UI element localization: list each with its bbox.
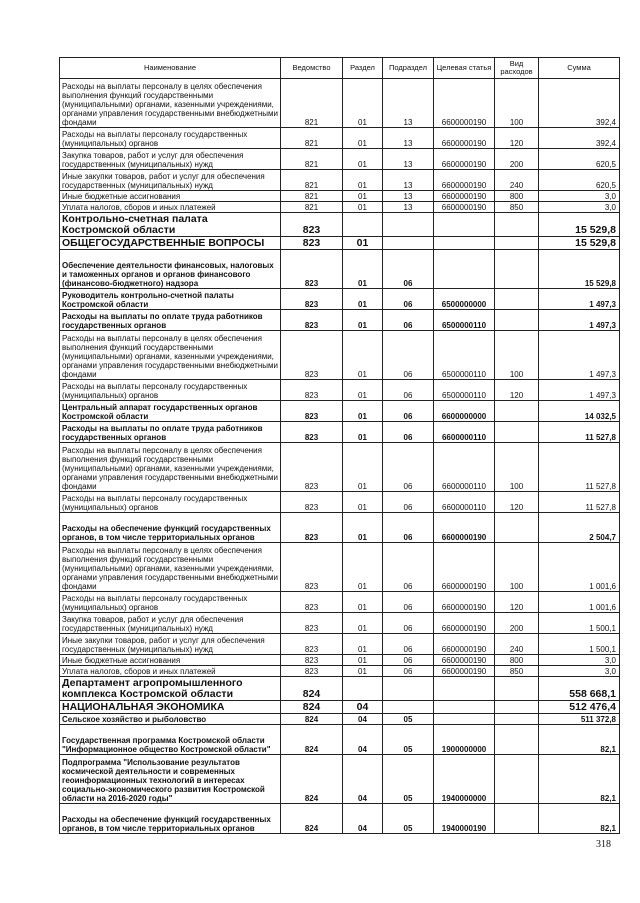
header-subsection: Подраздел xyxy=(383,58,434,79)
table-body xyxy=(60,79,620,834)
row-expense-type: 850 xyxy=(495,666,539,677)
table-row xyxy=(60,592,620,613)
row-subsection: 06 xyxy=(383,443,434,492)
row-department: 824 xyxy=(281,725,343,755)
row-target-article: 6600000190 xyxy=(434,149,495,170)
budget-sheet xyxy=(59,57,619,834)
row-subsection: 05 xyxy=(383,755,434,804)
row-sum: 11 527,8 xyxy=(539,443,620,492)
row-expense-type: 100 xyxy=(495,79,539,128)
row-department: 824 xyxy=(281,755,343,804)
row-section: 01 xyxy=(343,543,383,592)
row-subsection: 13 xyxy=(383,202,434,213)
row-name: Иные бюджетные ассигнования xyxy=(60,655,281,666)
row-section: 01 xyxy=(343,310,383,331)
row-name: Закупка товаров, работ и услуг для обеспечения государственных (муниципальных) нужд xyxy=(60,613,281,634)
row-subsection: 06 xyxy=(383,380,434,401)
row-target-article: 6500000110 xyxy=(434,380,495,401)
row-subsection: 06 xyxy=(383,310,434,331)
table-row xyxy=(60,170,620,191)
table-row xyxy=(60,755,620,804)
row-section: 01 xyxy=(343,128,383,149)
row-department: 823 xyxy=(281,513,343,543)
row-name: Расходы на выплаты персоналу в целях обеспечения выполнения функций государственными (муниципальными) органами, казенными учреждениями, органами управления государственными внебюджетными фондами xyxy=(60,331,281,380)
row-subsection: 05 xyxy=(383,725,434,755)
row-expense-type xyxy=(495,310,539,331)
header-target-article: Целевая статья xyxy=(434,58,495,79)
row-sum: 11 527,8 xyxy=(539,422,620,443)
row-section: 01 xyxy=(343,592,383,613)
row-section: 01 xyxy=(343,492,383,513)
table-row xyxy=(60,202,620,213)
row-name: Департамент агропромышленного комплекса Костромской области xyxy=(60,677,281,701)
row-name: Иные бюджетные ассигнования xyxy=(60,191,281,202)
row-expense-type: 800 xyxy=(495,191,539,202)
row-expense-type xyxy=(495,725,539,755)
row-section: 01 xyxy=(343,401,383,422)
row-expense-type xyxy=(495,677,539,701)
row-section: 04 xyxy=(343,701,383,714)
row-target-article: 6600000190 xyxy=(434,592,495,613)
row-section: 01 xyxy=(343,613,383,634)
row-section: 01 xyxy=(343,513,383,543)
row-expense-type xyxy=(495,250,539,289)
row-name: Закупка товаров, работ и услуг для обеспечения государственных (муниципальных) нужд xyxy=(60,149,281,170)
table-row xyxy=(60,701,620,714)
row-sum: 1 497,3 xyxy=(539,289,620,310)
row-name: Расходы на выплаты персоналу государственных (муниципальных) органов xyxy=(60,128,281,149)
row-department: 823 xyxy=(281,401,343,422)
row-department: 823 xyxy=(281,634,343,655)
row-target-article: 6500000110 xyxy=(434,331,495,380)
row-expense-type: 100 xyxy=(495,331,539,380)
row-target-article xyxy=(434,677,495,701)
row-expense-type: 200 xyxy=(495,149,539,170)
row-target-article: 6500000110 xyxy=(434,310,495,331)
budget-table xyxy=(59,57,620,834)
row-target-article: 6600000110 xyxy=(434,443,495,492)
row-expense-type: 240 xyxy=(495,170,539,191)
row-section: 01 xyxy=(343,202,383,213)
row-expense-type: 100 xyxy=(495,443,539,492)
table-row xyxy=(60,237,620,250)
row-target-article: 1940000190 xyxy=(434,804,495,834)
row-department: 823 xyxy=(281,655,343,666)
table-row xyxy=(60,128,620,149)
row-expense-type: 850 xyxy=(495,202,539,213)
row-department: 823 xyxy=(281,310,343,331)
row-sum: 82,1 xyxy=(539,804,620,834)
row-subsection: 06 xyxy=(383,543,434,592)
row-name: Расходы на выплаты персоналу государственных (муниципальных) органов xyxy=(60,380,281,401)
row-subsection: 05 xyxy=(383,804,434,834)
row-sum: 82,1 xyxy=(539,725,620,755)
row-name: Расходы на выплаты по оплате труда работников государственных органов xyxy=(60,422,281,443)
row-expense-type xyxy=(495,804,539,834)
row-department: 824 xyxy=(281,701,343,714)
row-subsection xyxy=(383,237,434,250)
row-section: 01 xyxy=(343,666,383,677)
row-subsection: 06 xyxy=(383,592,434,613)
row-department: 823 xyxy=(281,492,343,513)
row-department: 821 xyxy=(281,128,343,149)
table-row xyxy=(60,310,620,331)
row-section: 01 xyxy=(343,443,383,492)
row-sum: 15 529,8 xyxy=(539,250,620,289)
row-sum: 511 372,8 xyxy=(539,714,620,725)
row-name: Расходы на выплаты по оплате труда работников государственных органов xyxy=(60,310,281,331)
row-expense-type xyxy=(495,701,539,714)
row-target-article xyxy=(434,237,495,250)
row-target-article: 1940000000 xyxy=(434,755,495,804)
row-target-article: 6600000190 xyxy=(434,170,495,191)
row-subsection xyxy=(383,701,434,714)
table-row xyxy=(60,804,620,834)
table-row xyxy=(60,543,620,592)
row-department: 823 xyxy=(281,213,343,237)
row-target-article: 6600000190 xyxy=(434,634,495,655)
row-target-article: 1900000000 xyxy=(434,725,495,755)
row-name: Руководитель контрольно-счетной палаты Костромской области xyxy=(60,289,281,310)
row-sum: 2 504,7 xyxy=(539,513,620,543)
table-row xyxy=(60,79,620,128)
header-expense-type: Вид расходов xyxy=(495,58,539,79)
table-row xyxy=(60,213,620,237)
row-name: Расходы на обеспечение функций государственных органов, в том числе территориальных органов xyxy=(60,513,281,543)
row-target-article: 6600000000 xyxy=(434,401,495,422)
row-department: 821 xyxy=(281,149,343,170)
row-target-article xyxy=(434,250,495,289)
row-department: 824 xyxy=(281,714,343,725)
row-department: 823 xyxy=(281,666,343,677)
row-sum: 1 500,1 xyxy=(539,634,620,655)
row-target-article: 6600000190 xyxy=(434,191,495,202)
row-department: 824 xyxy=(281,677,343,701)
table-row xyxy=(60,655,620,666)
row-sum: 15 529,8 xyxy=(539,237,620,250)
row-sum: 11 527,8 xyxy=(539,492,620,513)
row-section: 01 xyxy=(343,237,383,250)
row-sum: 3,0 xyxy=(539,202,620,213)
row-sum: 620,5 xyxy=(539,149,620,170)
row-section: 01 xyxy=(343,250,383,289)
row-subsection: 06 xyxy=(383,289,434,310)
row-subsection: 06 xyxy=(383,634,434,655)
row-target-article: 6600000190 xyxy=(434,79,495,128)
row-expense-type: 200 xyxy=(495,613,539,634)
row-expense-type xyxy=(495,237,539,250)
row-subsection: 06 xyxy=(383,492,434,513)
row-name: Уплата налогов, сборов и иных платежей xyxy=(60,666,281,677)
header-row xyxy=(60,58,620,79)
header-section: Раздел xyxy=(343,58,383,79)
row-sum: 558 668,1 xyxy=(539,677,620,701)
row-subsection: 13 xyxy=(383,79,434,128)
table-row xyxy=(60,149,620,170)
row-department: 824 xyxy=(281,804,343,834)
header-sum: Сумма xyxy=(539,58,620,79)
row-expense-type xyxy=(495,289,539,310)
row-target-article xyxy=(434,701,495,714)
row-section: 01 xyxy=(343,331,383,380)
row-expense-type: 120 xyxy=(495,128,539,149)
row-section: 01 xyxy=(343,79,383,128)
row-target-article: 6600000110 xyxy=(434,492,495,513)
row-subsection xyxy=(383,213,434,237)
row-target-article xyxy=(434,213,495,237)
row-sum: 15 529,8 xyxy=(539,213,620,237)
table-row xyxy=(60,422,620,443)
row-sum: 1 001,6 xyxy=(539,543,620,592)
row-expense-type: 120 xyxy=(495,592,539,613)
row-name: Обеспечение деятельности финансовых, налоговых и таможенных органов и органов финансового (финансово-бюджетного) надзора xyxy=(60,250,281,289)
row-subsection: 06 xyxy=(383,513,434,543)
table-row xyxy=(60,380,620,401)
table-row xyxy=(60,401,620,422)
row-expense-type xyxy=(495,755,539,804)
row-sum: 620,5 xyxy=(539,170,620,191)
row-expense-type xyxy=(495,422,539,443)
table-row xyxy=(60,331,620,380)
table-row xyxy=(60,613,620,634)
row-expense-type: 120 xyxy=(495,492,539,513)
row-sum: 1 500,1 xyxy=(539,613,620,634)
row-sum: 512 476,4 xyxy=(539,701,620,714)
row-subsection: 06 xyxy=(383,250,434,289)
table-row xyxy=(60,725,620,755)
row-sum: 392,4 xyxy=(539,79,620,128)
row-department: 821 xyxy=(281,79,343,128)
row-department: 823 xyxy=(281,422,343,443)
table-row xyxy=(60,191,620,202)
row-section: 04 xyxy=(343,755,383,804)
row-name: Расходы на выплаты персоналу в целях обеспечения выполнения функций государственными (муниципальными) органами, казенными учреждениями, органами управления государственными внебюджетными фондами xyxy=(60,443,281,492)
row-subsection: 06 xyxy=(383,613,434,634)
row-subsection xyxy=(383,677,434,701)
row-sum: 1 497,3 xyxy=(539,310,620,331)
row-target-article: 6600000190 xyxy=(434,513,495,543)
header-department: Ведомство xyxy=(281,58,343,79)
row-name: Сельское хозяйство и рыболовство xyxy=(60,714,281,725)
table-row xyxy=(60,289,620,310)
table-row xyxy=(60,492,620,513)
row-target-article: 6600000190 xyxy=(434,543,495,592)
row-subsection: 06 xyxy=(383,422,434,443)
row-subsection: 06 xyxy=(383,401,434,422)
row-sum: 82,1 xyxy=(539,755,620,804)
row-sum: 3,0 xyxy=(539,655,620,666)
row-sum: 3,0 xyxy=(539,666,620,677)
row-department: 823 xyxy=(281,331,343,380)
row-section xyxy=(343,677,383,701)
row-section: 04 xyxy=(343,804,383,834)
header-name: Наименование xyxy=(60,58,281,79)
row-expense-type xyxy=(495,714,539,725)
row-section: 01 xyxy=(343,289,383,310)
row-sum: 1 001,6 xyxy=(539,592,620,613)
table-row xyxy=(60,250,620,289)
row-expense-type xyxy=(495,213,539,237)
row-subsection: 06 xyxy=(383,331,434,380)
row-subsection: 06 xyxy=(383,655,434,666)
row-name: Расходы на выплаты персоналу в целях обеспечения выполнения функций государственными (муниципальными) органами, казенными учреждениями, органами управления государственными внебюджетными фондами xyxy=(60,79,281,128)
row-name: НАЦИОНАЛЬНАЯ ЭКОНОМИКА xyxy=(60,701,281,714)
row-section: 04 xyxy=(343,725,383,755)
row-section: 01 xyxy=(343,634,383,655)
row-name: Подпрограмма "Использование результатов космической деятельности и современных геоинформационных технологий в интересах социально-экономического развития Костромской области на 2016-2020 годы" xyxy=(60,755,281,804)
table-row xyxy=(60,714,620,725)
row-target-article: 6600000110 xyxy=(434,422,495,443)
table-row xyxy=(60,666,620,677)
row-target-article: 6600000190 xyxy=(434,655,495,666)
row-sum: 14 032,5 xyxy=(539,401,620,422)
row-target-article: 6600000190 xyxy=(434,202,495,213)
row-name: Иные закупки товаров, работ и услуг для обеспечения государственных (муниципальных) нужд xyxy=(60,170,281,191)
row-section: 01 xyxy=(343,655,383,666)
row-name: Расходы на выплаты персоналу государственных (муниципальных) органов xyxy=(60,492,281,513)
row-expense-type: 100 xyxy=(495,543,539,592)
row-subsection: 13 xyxy=(383,128,434,149)
row-department: 823 xyxy=(281,289,343,310)
row-section: 01 xyxy=(343,380,383,401)
row-sum: 1 497,3 xyxy=(539,380,620,401)
row-name: Уплата налогов, сборов и иных платежей xyxy=(60,202,281,213)
row-name: Расходы на выплаты персоналу государственных (муниципальных) органов xyxy=(60,592,281,613)
table-row xyxy=(60,677,620,701)
row-name: Контрольно-счетная палата Костромской области xyxy=(60,213,281,237)
row-department: 823 xyxy=(281,237,343,250)
row-department: 823 xyxy=(281,592,343,613)
row-target-article: 6600000190 xyxy=(434,613,495,634)
row-sum: 392,4 xyxy=(539,128,620,149)
row-subsection: 13 xyxy=(383,149,434,170)
table-row xyxy=(60,443,620,492)
row-target-article: 6500000000 xyxy=(434,289,495,310)
row-department: 821 xyxy=(281,191,343,202)
row-section: 01 xyxy=(343,191,383,202)
row-department: 823 xyxy=(281,543,343,592)
row-name: Расходы на выплаты персоналу в целях обеспечения выполнения функций государственными (муниципальными) органами, казенными учреждениями, органами управления государственными внебюджетными фондами xyxy=(60,543,281,592)
row-target-article xyxy=(434,714,495,725)
row-subsection: 05 xyxy=(383,714,434,725)
row-department: 823 xyxy=(281,443,343,492)
row-section: 01 xyxy=(343,149,383,170)
table-row xyxy=(60,513,620,543)
row-subsection: 13 xyxy=(383,170,434,191)
row-name: Центральный аппарат государственных органов Костромской области xyxy=(60,401,281,422)
row-target-article: 6600000190 xyxy=(434,666,495,677)
row-department: 821 xyxy=(281,170,343,191)
row-sum: 1 497,3 xyxy=(539,331,620,380)
page-number: 318 xyxy=(596,839,611,850)
row-department: 823 xyxy=(281,380,343,401)
row-department: 821 xyxy=(281,202,343,213)
row-subsection: 13 xyxy=(383,191,434,202)
row-section: 04 xyxy=(343,714,383,725)
row-expense-type xyxy=(495,513,539,543)
row-target-article: 6600000190 xyxy=(434,128,495,149)
row-section: 01 xyxy=(343,170,383,191)
row-name: Иные закупки товаров, работ и услуг для обеспечения государственных (муниципальных) нужд xyxy=(60,634,281,655)
table-row xyxy=(60,634,620,655)
row-department: 823 xyxy=(281,613,343,634)
row-name: Государственная программа Костромской области "Информационное общество Костромской области" xyxy=(60,725,281,755)
row-subsection: 06 xyxy=(383,666,434,677)
row-name: ОБЩЕГОСУДАРСТВЕННЫЕ ВОПРОСЫ xyxy=(60,237,281,250)
row-section xyxy=(343,213,383,237)
row-section: 01 xyxy=(343,422,383,443)
row-expense-type: 240 xyxy=(495,634,539,655)
row-expense-type: 800 xyxy=(495,655,539,666)
row-name: Расходы на обеспечение функций государственных органов, в том числе территориальных органов xyxy=(60,804,281,834)
row-expense-type: 120 xyxy=(495,380,539,401)
row-department: 823 xyxy=(281,250,343,289)
row-sum: 3,0 xyxy=(539,191,620,202)
row-expense-type xyxy=(495,401,539,422)
